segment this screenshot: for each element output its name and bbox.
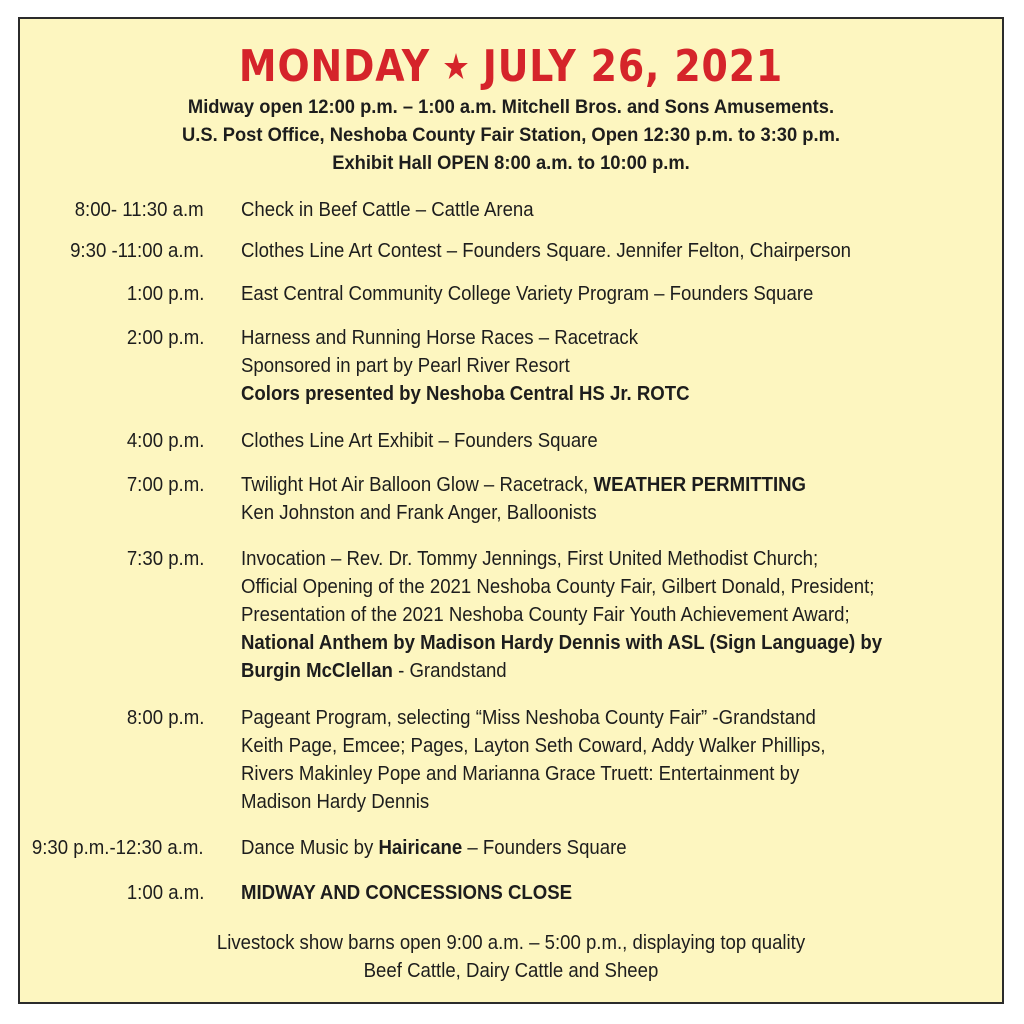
weather-notice: WEATHER PERMITTING <box>593 474 807 496</box>
schedule-description <box>241 196 991 224</box>
schedule-description <box>241 427 991 455</box>
schedule-description <box>241 545 991 685</box>
schedule-description <box>241 704 991 816</box>
header-info <box>20 93 1002 177</box>
description-line: Madison Hardy Dennis <box>241 791 430 813</box>
description-line: Sponsored in part by Pearl River Resort <box>241 355 570 377</box>
title-date: JULY 26, 2021 <box>482 41 784 92</box>
description-text: – Founders Square <box>462 837 627 859</box>
schedule-time: 9:30 -11:00 a.m. <box>69 240 204 262</box>
schedule-time: 8:00 p.m. <box>126 707 204 729</box>
description-line: Check in Beef Cattle – Cattle Arena <box>241 199 534 221</box>
footer-line: Livestock show barns open 9:00 a.m. – 5:00 p.m., displaying top quality <box>216 932 806 954</box>
schedule-description <box>241 834 991 862</box>
schedule-time: 7:00 p.m. <box>126 474 204 496</box>
header-line-exhibit-hall: Exhibit Hall OPEN 8:00 a.m. to 10:00 p.m. <box>332 152 690 174</box>
description-line: Harness and Running Horse Races – Racetrack <box>241 327 638 349</box>
schedule-description <box>241 324 991 408</box>
footer-line: Beef Cattle, Dairy Cattle and Sheep <box>363 960 659 982</box>
header-line-midway: Midway open 12:00 p.m. – 1:00 a.m. Mitchell Bros. and Sons Amusements. <box>187 96 835 118</box>
description-line: Pageant Program, selecting “Miss Neshoba County Fair” -Grandstand <box>241 707 816 729</box>
schedule-description <box>241 237 991 265</box>
schedule-time: 7:30 p.m. <box>126 548 204 570</box>
schedule-time: 9:30 p.m.-12:30 a.m. <box>32 837 204 859</box>
title-day: MONDAY <box>238 41 431 92</box>
description-line <box>241 834 939 862</box>
schedule-time: 1:00 p.m. <box>126 283 204 305</box>
description-line: Clothes Line Art Contest – Founders Square. Jennifer Felton, Chairperson <box>241 240 852 262</box>
page-title <box>89 39 934 98</box>
description-line: Clothes Line Art Exhibit – Founders Square <box>241 430 598 452</box>
description-text: - Grandstand <box>392 660 507 682</box>
description-line: Official Opening of the 2021 Neshoba County Fair, Gilbert Donald, President; <box>241 576 875 598</box>
description-line: East Central Community College Variety Program – Founders Square <box>241 283 814 305</box>
schedule-panel <box>18 17 1004 1004</box>
description-line: Keith Page, Emcee; Pages, Layton Seth Coward, Addy Walker Phillips, <box>241 735 826 757</box>
schedule-time: 4:00 p.m. <box>126 430 204 452</box>
description-line-bold: MIDWAY AND CONCESSIONS CLOSE <box>241 882 573 904</box>
description-text: Dance Music by <box>241 837 379 859</box>
description-line: Rivers Makinley Pope and Marianna Grace Truett: Entertainment by <box>241 763 800 785</box>
description-line: Presentation of the 2021 Neshoba County Fair Youth Achievement Award; <box>241 604 850 626</box>
description-text: Twilight Hot Air Balloon Glow – Racetrack, <box>241 474 594 496</box>
description-line-bold: National Anthem by Madison Hardy Dennis with ASL (Sign Language) by <box>241 632 883 654</box>
schedule-description <box>241 280 991 308</box>
star-icon: ★ <box>442 47 471 88</box>
schedule-time: 2:00 p.m. <box>126 327 204 349</box>
description-line-bold: Colors presented by Neshoba Central HS Jr. ROTC <box>241 383 690 405</box>
description-line <box>241 471 939 499</box>
performer-name: Burgin McClellan <box>241 660 393 682</box>
band-name: Hairicane <box>378 837 463 859</box>
schedule-description <box>241 879 991 907</box>
schedule-description <box>241 471 991 527</box>
description-line: Invocation – Rev. Dr. Tommy Jennings, First United Methodist Church; <box>241 548 819 570</box>
schedule-time: 1:00 a.m. <box>126 882 204 904</box>
header-line-post-office: U.S. Post Office, Neshoba County Fair Station, Open 12:30 p.m. to 3:30 p.m. <box>182 124 840 146</box>
footer-note <box>20 929 1002 985</box>
description-line <box>241 657 939 685</box>
schedule-time: 8:00- 11:30 a.m <box>75 199 204 221</box>
description-line: Ken Johnston and Frank Anger, Balloonists <box>241 502 597 524</box>
